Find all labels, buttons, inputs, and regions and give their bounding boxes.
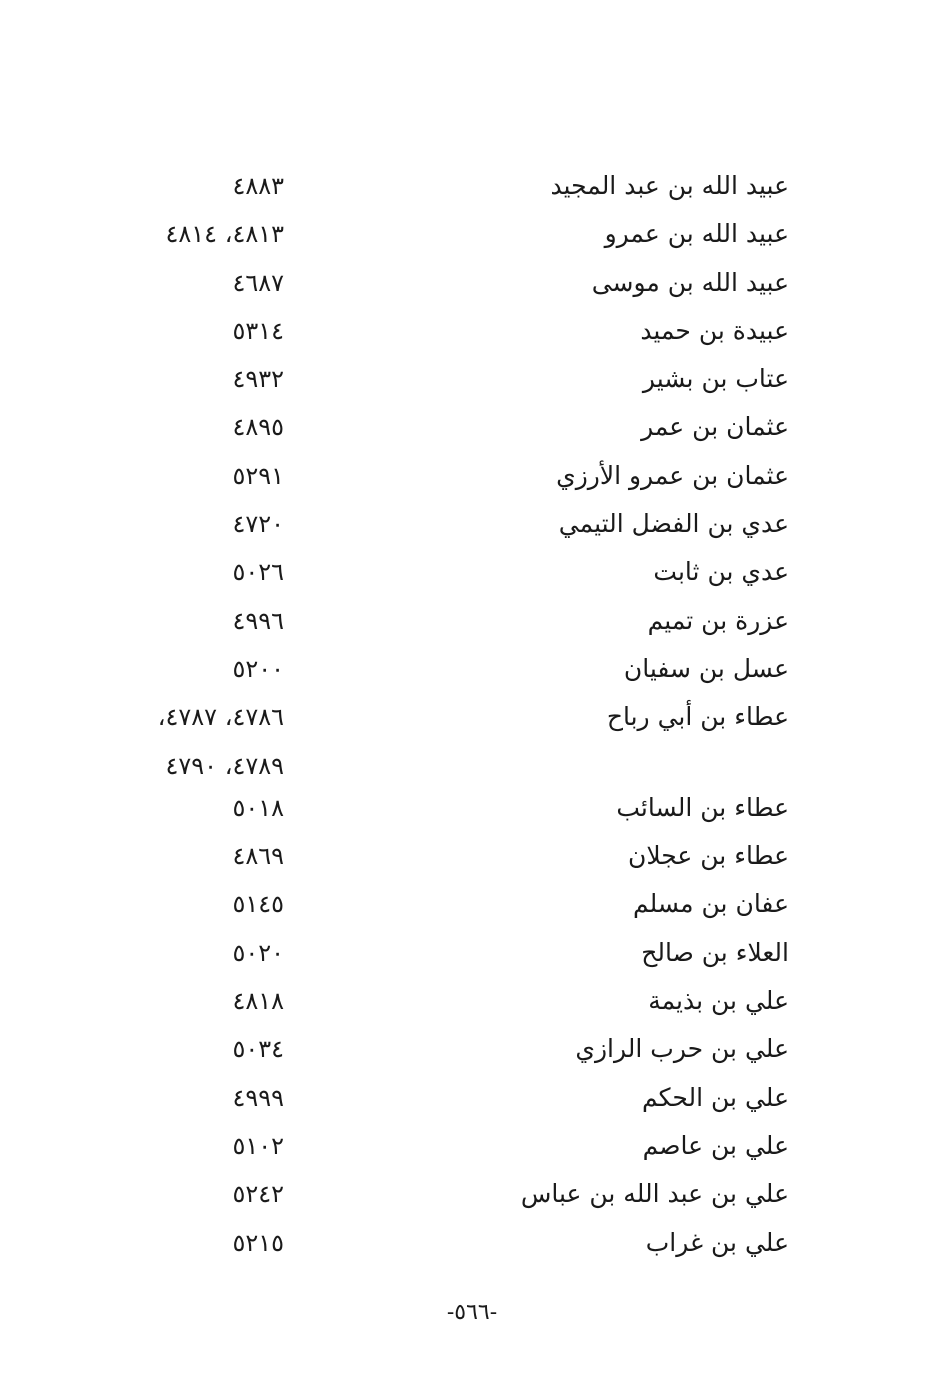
entry-name: علي بن عبد الله بن عباس (520, 1179, 789, 1209)
entry-name: عدي بن الفضل التيمي (558, 509, 789, 539)
entry-name: عسل بن سفيان (623, 653, 789, 683)
index-entry (0, 1219, 944, 1267)
entry-refs: ٥٢٠٠ (232, 654, 284, 683)
entry-name: علي بن غراب (645, 1227, 789, 1257)
entry-name: علي بن بذيمة (648, 986, 789, 1016)
entry-name: عبيدة بن حميد (640, 315, 789, 345)
index-entry (0, 1122, 944, 1170)
entry-name: عبيد الله بن عبد المجيد (550, 171, 789, 200)
entry-refs: ٥٠١٨ (232, 793, 284, 822)
index-entry (0, 832, 944, 880)
entry-name: عثمان بن عمرو الأرزي (556, 460, 789, 490)
entry-refs: ٥٢١٥ (232, 1228, 284, 1257)
entry-refs: ٤٧٨٦، ٤٧٨٧، (157, 703, 284, 732)
entry-name: عبيد الله بن عمرو (604, 219, 789, 249)
entry-refs: ٥١٤٥ (232, 890, 284, 919)
entry-refs: ٤٩٩٦ (232, 606, 284, 635)
index-entry (0, 307, 944, 355)
index-entry (0, 784, 944, 832)
entry-refs: ٤٩٩٩ (232, 1083, 284, 1112)
entry-name: عثمان بن عمر (641, 412, 789, 442)
index-entry (0, 597, 944, 645)
entry-refs: ٤٩٣٢ (232, 365, 284, 394)
entry-name: عزرة بن تميم (647, 605, 789, 635)
index-entry (0, 693, 944, 741)
page-number: -٥٦٦- (446, 1300, 498, 1325)
index-entry (0, 548, 944, 596)
entry-refs: ٥٣١٤ (232, 316, 284, 345)
entry-name: عطاء بن السائب (616, 792, 789, 822)
entry-refs: ٥٠٢٦ (232, 558, 284, 587)
entry-refs: ٤٧٨٩، ٤٧٩٠ (165, 751, 284, 780)
entry-name: عدي بن ثابت (653, 557, 789, 587)
entry-refs: ٥١٠٢ (232, 1131, 284, 1160)
index-entry (0, 355, 944, 403)
entry-name: علي بن حرب الرازي (575, 1034, 789, 1064)
index-entry (0, 259, 944, 307)
entry-name: علي بن عاصم (642, 1130, 789, 1160)
index-entry (0, 880, 944, 928)
index-entry (0, 1074, 944, 1122)
index-entry (0, 645, 944, 693)
entry-refs: ٤٨٩٥ (232, 413, 284, 442)
entry-name: العلاء بن صالح (641, 937, 789, 967)
entry-refs: ٥٢٤٢ (232, 1180, 284, 1209)
entry-refs: ٤٨١٨ (232, 987, 284, 1016)
entry-refs: ٥٠٢٠ (232, 938, 284, 967)
entry-refs: ٤٧٢٠ (232, 510, 284, 539)
index-entry (0, 452, 944, 500)
entry-name: عتاب بن بشير (642, 364, 789, 394)
index-entry (0, 977, 944, 1025)
index-entry (0, 929, 944, 977)
entry-name: عطاء بن عجلان (627, 841, 789, 871)
index-entry (0, 1170, 944, 1218)
entry-name: عبيد الله بن موسى (591, 267, 789, 297)
index-entry (0, 162, 944, 210)
entry-refs: ٤٨٨٣ (232, 172, 284, 200)
entry-refs: ٥٠٣٤ (232, 1035, 284, 1064)
entry-name: عطاء بن أبي رباح (606, 702, 789, 732)
index-entry (0, 1025, 944, 1073)
index-entry (0, 210, 944, 258)
entry-name: عفان بن مسلم (632, 889, 789, 919)
index-entry (0, 500, 944, 548)
index-entry (0, 403, 944, 451)
entry-refs: ٤٨٦٩ (232, 842, 284, 871)
entry-refs: ٥٢٩١ (232, 461, 284, 490)
index-list (0, 162, 944, 1267)
entry-refs: ٤٦٨٧ (232, 268, 284, 297)
entry-refs: ٤٨١٣، ٤٨١٤ (165, 220, 284, 249)
index-entry (0, 742, 944, 790)
entry-name: علي بن الحكم (641, 1082, 789, 1112)
